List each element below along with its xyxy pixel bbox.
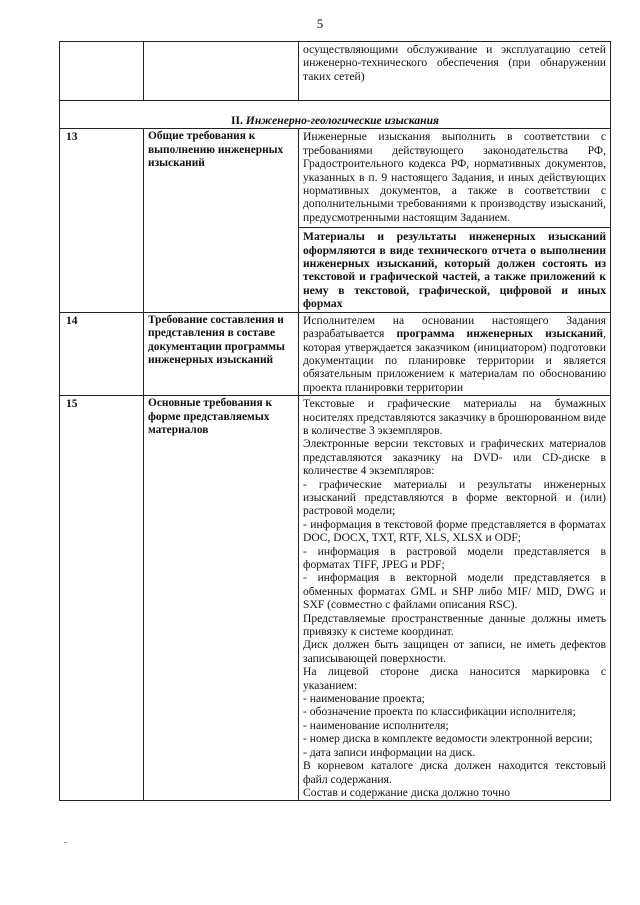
description-paragraph [303,314,606,394]
section-heading [60,101,611,129]
requirement-title: Требование составления и представления в составе документации программы инженерных изысканий [144,312,299,395]
continuation-text: осуществляющими обслуживание и эксплуатацию сетей инженерно-технического обеспечения (при обнаружении таких сетей) [303,43,606,83]
description-paragraph: - номер диска в комплекте ведомости электронной версии; [303,732,593,746]
text-part: , которая утверждается заказчиком (инициатором) подготовки документации по планировке территории и является обязательным приложением к материалам по обоснованию проекта планировки территории [303,327,607,394]
requirement-description [299,129,611,312]
margin-mark [64,842,67,843]
requirement-description [299,396,611,801]
description-paragraph: - наименование проекта; [303,692,425,706]
description-paragraph: Представляемые пространственные данные должны иметь привязку к системе координат. [303,611,606,639]
description-paragraph: Электронные версии текстовых и графических материалов представляются заказчику на DVD- или CD-диске в количестве 4 экземпляров: [303,437,606,478]
description-paragraph: - информация в векторной модели представляется в обменных форматах GML и SHP либо MIF/ MID, DWG и SXF (совместно с файлами описания RSC). [303,571,606,612]
description-paragraph: На лицевой стороне диска наносится маркировка с указанием: [303,665,606,692]
requirement-title: Общие требования к выполнению инженерных изысканий [144,129,299,312]
section-heading-row [60,101,611,129]
description-paragraph: - наименование исполнителя; [303,718,449,732]
req-cell [144,42,299,101]
table-row-continuation [60,42,611,101]
table-row-13 [60,129,611,312]
text-part: Исполнителем на основании настоящего Задания разрабатывается [303,313,606,341]
description-paragraph: Инженерные изыскания выполнить в соответствии с требованиями действующего законодательства РФ, Градостроительного кодекса РФ, нормативных документов, указанных в п. 9 настоящего Задания, и иных действующих нормативных документов, а также в соответствии с дополнительными требованиями к производству изысканий, предусмотренными настоящим Заданием. [303,130,606,224]
row-number: 13 [60,129,144,312]
description-paragraph: - информация в растровой модели представляется в форматах TIFF, JPEG и PDF; [303,544,606,571]
description-paragraph-bold: Материалы и результаты инженерных изысканий оформляются в виде технического отчета о выполнении инженерных изысканий, который должен состоять из текстовой и графической частей, а также приложений к нему в текстовой, графической, цифровой и иных формах [303,230,606,311]
section-prefix: II. [230,114,246,127]
num-cell [60,42,144,101]
page-number: 5 [316,16,324,31]
table-row-15 [60,396,611,801]
requirement-title: Основные требования к форме представляемых материалов [144,396,299,801]
table-row-14 [60,312,611,395]
desc-cell [299,42,611,101]
description-paragraph: Текстовые и графические материалы на бумажных носителях представляются заказчику в брошюрованном виде в количестве 3 экземпляров. [303,397,606,437]
description-paragraph: - дата записи информации на диск. [303,745,476,759]
description-paragraph: В корневом каталоге диска должен находится текстовый файл содержания. [303,759,606,786]
requirement-description [299,312,611,395]
description-paragraph: - обозначение проекта по классификации исполнителя; [303,705,576,719]
section-title: Инженерно-геологические изыскания [245,114,440,127]
description-paragraph: - графические материалы и результаты инженерных изысканий представляются в форме векторной и (или) растровой модели; [303,477,606,518]
highlight-program: программа инженерных изысканий [396,327,604,341]
description-paragraph: Диск должен быть защищен от записи, не иметь дефектов записывающей поверхности. [303,638,606,665]
requirements-table [59,41,611,801]
row-number: 15 [60,396,144,801]
description-paragraph: Состав и содержание диска должно точно [303,785,511,799]
row-number: 14 [60,312,144,395]
description-paragraph: - информация в текстовой форме представляется в форматах DOC, DOCX, TXT, RTF, XLS, XLSX и ODF; [303,517,606,545]
cell-divider [299,227,610,228]
